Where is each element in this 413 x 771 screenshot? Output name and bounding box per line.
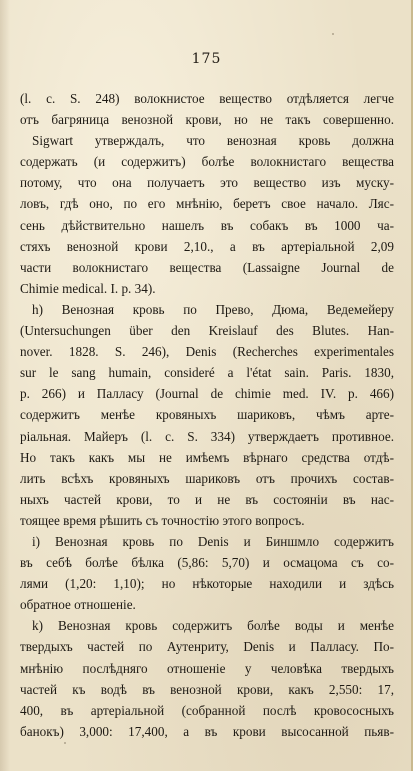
paper-speck (332, 33, 334, 35)
text-line: части волокнистаго вещества (Lassaigne Journal de (20, 259, 394, 275)
text-line: лями (1,20: 1,10); но нѣкоторые находили и здѣсь (20, 576, 394, 592)
paper-speck (64, 742, 66, 744)
text-line: содержать (и содержитъ) болѣе волокнистаго вещества (20, 154, 394, 170)
text-line: (l. c. S. 248) волокнистое вещество отдѣляется легче (20, 91, 394, 106)
text-line: содержитъ менѣе кровяныхъ шариковъ, чѣмъ арте- (20, 407, 394, 423)
text-line: Sigwart утверждалъ, что венозная кровь должна (32, 133, 394, 149)
text-line: (Untersuchungen über den Kreislauf des Blutes. Han- (20, 323, 394, 339)
text-line: i) Венозная кровь по Denis и Биншмло содержитъ (32, 533, 394, 549)
text-line: твердыхъ частей по Аутенриту, Denis и Палласу. По- (20, 639, 394, 655)
text-line: ныхъ частей крови, то и не въ состояніи въ нас- (20, 491, 394, 507)
text-line: отъ багряница венозной крови, но не такъ совершенно. (20, 112, 394, 128)
text-line: nover. 1828. S. 246), Denis (Recherches experimentales (20, 344, 394, 360)
text-line: въ себѣ болѣе бѣлка (5,86: 5,70) и осмацома съ со- (20, 555, 394, 571)
text-line: стяхъ венозной крови 2,10., а въ артеріальной 2,09 (20, 238, 394, 254)
text-line: потому, что она получаетъ это вещество изъ муску- (20, 175, 394, 191)
text-line: 400, въ артеріальной (собранной послѣ кровососныхъ (20, 702, 394, 718)
text-line: частей къ водѣ въ венозной крови, какъ 2,550: 17, (20, 681, 394, 697)
text-line: h) Венозная кровь по Прево, Дюма, Ведемейеру (32, 301, 394, 317)
body-text (20, 88, 394, 742)
text-line: банокъ) 3,000: 17,400, а въ крови высосанной пьяв- (20, 723, 394, 739)
text-line: тоящее время рѣшить съ точностію этого вопросъ. (20, 512, 305, 528)
text-line: Но такъ какъ мы не имѣемъ вѣрнаго средства отдѣ- (20, 449, 394, 465)
text-line: лить всѣхъ кровяныхъ шариковъ отъ прочихъ состав- (20, 470, 394, 486)
text-line: k) Венозная кровь содержитъ болѣе воды и менѣе (32, 618, 394, 634)
text-line: p. 266) и Палласу (Journal de chimie med. IV. p. 466) (20, 386, 394, 402)
text-line: Chimie medical. I. p. 34). (20, 280, 156, 296)
text-line: мнѣнію послѣдняго отношеніе у человѣка твердыхъ (20, 660, 394, 676)
text-line: ріальная. Майеръ (l. c. S. 334) утверждаетъ противное. (20, 428, 394, 444)
text-line: обратное отношеніе. (20, 597, 136, 613)
text-line: sur le sang humain, consideré a l'état sain. Paris. 1830, (20, 365, 394, 381)
text-line: ловъ, гдѣ оно, по его мнѣнію, беретъ свое начало. Ляс- (20, 196, 394, 212)
text-line: сень дѣйствительно нашелъ въ собакъ въ 1000 ча- (20, 217, 394, 233)
page-number: 175 (191, 51, 222, 67)
